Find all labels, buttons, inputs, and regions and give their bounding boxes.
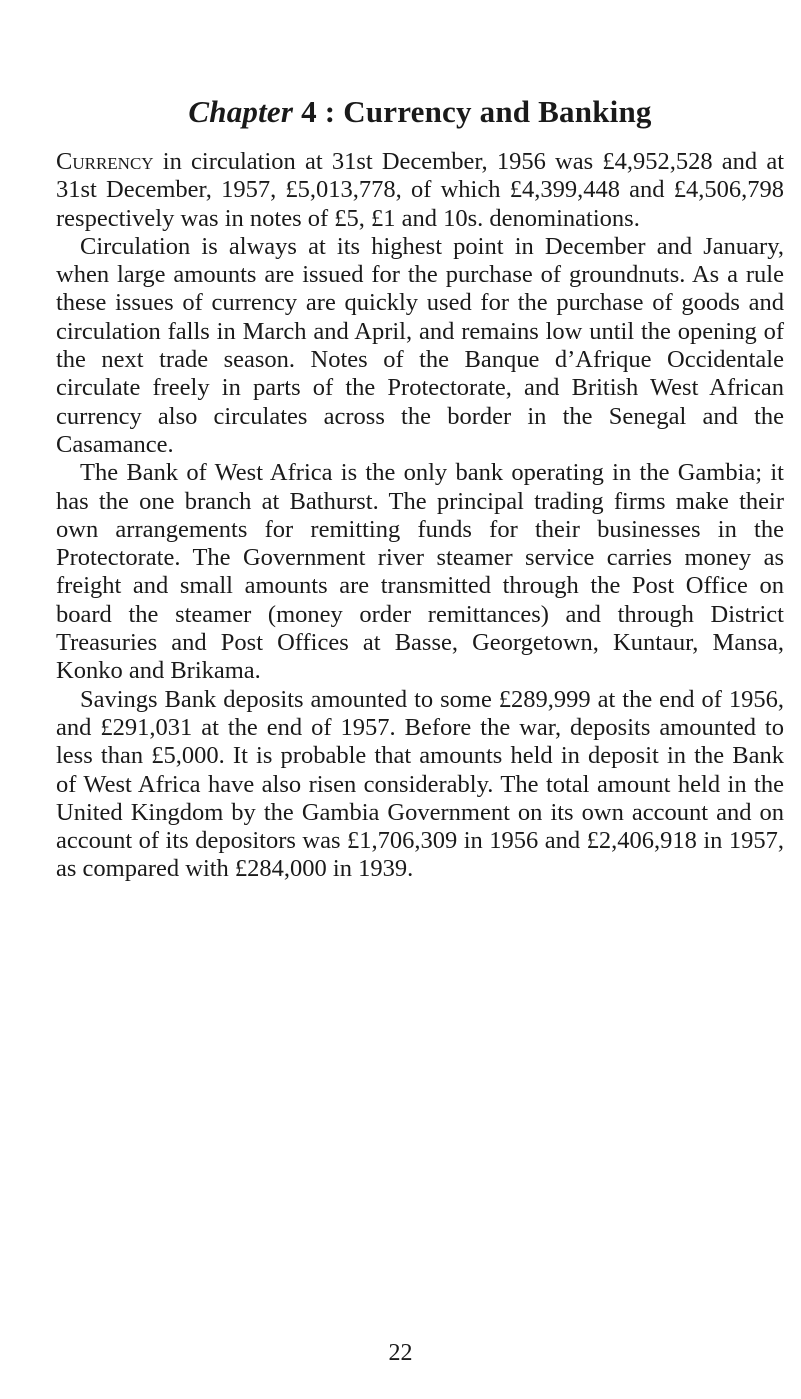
heading-separator: : xyxy=(316,94,344,129)
paragraph-currency xyxy=(56,148,784,233)
chapter-label: Chapter xyxy=(188,94,294,129)
paragraph-banks: The Bank of West Africa is the only bank operating in the Gambia; it has the one branch at Bathurst. The principal trading firms make their own arrangements for remitting funds for their businesses in the Protectorate. The Government river steamer service carries money as freight and small amounts are transmitted through the Post Office on board the steamer (money order remittances) and through District Treasuries and Post Offices at Basse, Georgetown, Kuntaur, Mansa, Konko and Brikama. xyxy=(56,459,784,685)
document-page xyxy=(56,92,784,884)
chapter-number: 4 xyxy=(301,94,317,129)
paragraph-text: in circulation at 31st December, 1956 was £4,952,528 and at 31st December, 1957, £5,013,778, of which £4,399,448 and £4,506,798 respectively was in notes of £5, £1 and 10s. denominations. xyxy=(56,148,784,232)
page-number: 22 xyxy=(388,1340,413,1366)
paragraph-lead-word: Currency xyxy=(56,148,154,175)
chapter-heading xyxy=(56,92,784,132)
paragraph-circulation: Circulation is always at its highest point in December and January, when large amounts are issued for the purchase of groundnuts. As a rule these issues of currency are quickly used for the purchase of goods and circulation falls in March and April, and remains low until the opening of the next trade season. Notes of the Banque d’Afrique Occidentale circulate freely in parts of the Protectorate, and British West African currency also circulates across the border in the Senegal and the Casamance. xyxy=(56,232,784,458)
paragraph-savings: Savings Bank deposits amounted to some £289,999 at the end of 1956, and £291,031 at the end of 1957. Before the war, deposits amounted to less than £5,000. It is probable that amounts held in deposit in the Bank of West Africa have also risen considerably. The total amount held in the United Kingdom by the Gambia Government on its own account and on account of its depositors was £1,706,309 in 1956 and £2,406,918 in 1957, as compared with £284,000 in 1939. xyxy=(56,685,784,883)
chapter-title: Currency and Banking xyxy=(343,94,652,129)
